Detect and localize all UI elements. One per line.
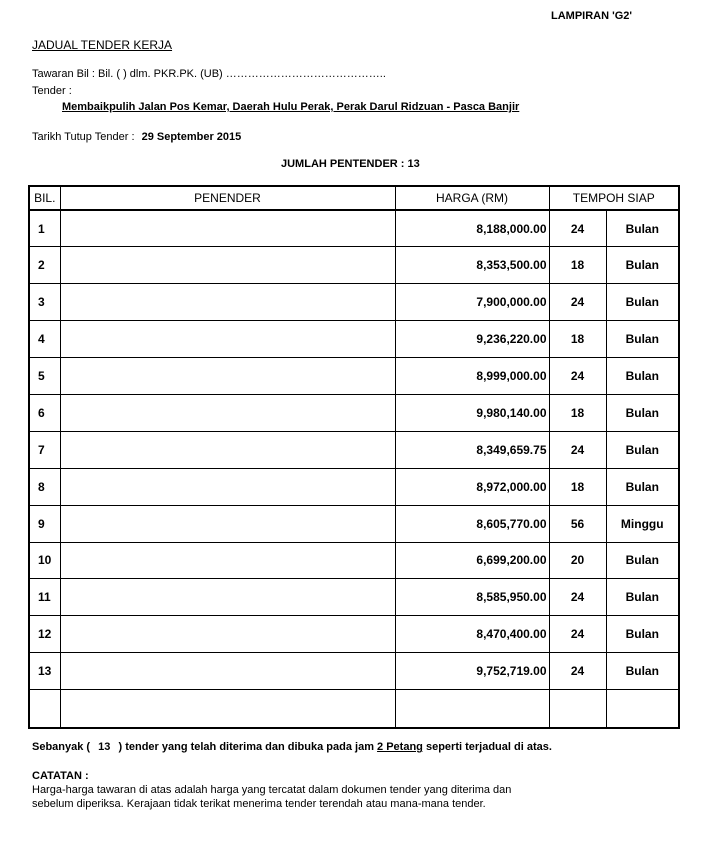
cell-tempoh: 24 — [549, 284, 606, 321]
cell-bil: 8 — [29, 468, 60, 505]
table-row — [29, 210, 679, 247]
header-tempoh-siap: TEMPOH SIAP — [549, 186, 679, 210]
cell-tempoh: 24 — [549, 616, 606, 653]
closing-date-line — [32, 131, 241, 143]
table-row — [29, 616, 679, 653]
empty-cell — [60, 690, 395, 728]
summary-count: 13 — [98, 741, 111, 753]
cell-unit: Bulan — [606, 358, 679, 395]
cell-unit: Bulan — [606, 431, 679, 468]
cell-harga: 8,353,500.00 — [395, 247, 549, 284]
empty-cell — [395, 690, 549, 728]
cell-harga: 9,236,220.00 — [395, 321, 549, 358]
cell-unit: Minggu — [606, 505, 679, 542]
closing-date-label: Tarikh Tutup Tender : — [32, 131, 135, 143]
cell-harga: 8,605,770.00 — [395, 505, 549, 542]
cell-penender — [60, 653, 395, 690]
cell-unit: Bulan — [606, 542, 679, 579]
table-row — [29, 653, 679, 690]
cell-bil: 2 — [29, 247, 60, 284]
cell-unit: Bulan — [606, 321, 679, 358]
cell-unit: Bulan — [606, 247, 679, 284]
cell-unit: Bulan — [606, 616, 679, 653]
cell-unit: Bulan — [606, 468, 679, 505]
cell-unit: Bulan — [606, 284, 679, 321]
cell-penender — [60, 321, 395, 358]
cell-penender — [60, 468, 395, 505]
table-body — [29, 210, 679, 728]
cell-bil: 10 — [29, 542, 60, 579]
tender-label: Tender : — [32, 85, 72, 97]
cell-harga: 8,972,000.00 — [395, 468, 549, 505]
table-row — [29, 468, 679, 505]
closing-date-value: 29 September 2015 — [141, 131, 242, 143]
cell-harga: 8,188,000.00 — [395, 210, 549, 247]
cell-tempoh: 18 — [549, 247, 606, 284]
table-row — [29, 431, 679, 468]
cell-harga: 7,900,000.00 — [395, 284, 549, 321]
cell-bil: 3 — [29, 284, 60, 321]
table-row — [29, 358, 679, 395]
cell-bil: 12 — [29, 616, 60, 653]
cell-bil: 7 — [29, 431, 60, 468]
cell-penender — [60, 431, 395, 468]
cell-penender — [60, 394, 395, 431]
cell-penender — [60, 284, 395, 321]
table-row — [29, 284, 679, 321]
cell-bil: 1 — [29, 210, 60, 247]
table-row — [29, 321, 679, 358]
cell-bil: 4 — [29, 321, 60, 358]
cell-penender — [60, 616, 395, 653]
cell-tempoh: 18 — [549, 468, 606, 505]
table-row — [29, 247, 679, 284]
table-row — [29, 579, 679, 616]
cell-harga: 8,999,000.00 — [395, 358, 549, 395]
header-penender: PENENDER — [60, 186, 395, 210]
cell-harga: 8,349,659.75 — [395, 431, 549, 468]
cell-tempoh: 18 — [549, 321, 606, 358]
cell-penender — [60, 579, 395, 616]
total-bidders: JUMLAH PENTENDER : 13 — [281, 158, 420, 170]
cell-penender — [60, 542, 395, 579]
cell-unit: Bulan — [606, 579, 679, 616]
schedule-title: JADUAL TENDER KERJA — [32, 38, 173, 52]
cell-tempoh: 24 — [549, 579, 606, 616]
cell-tempoh: 24 — [549, 210, 606, 247]
cell-tempoh: 18 — [549, 394, 606, 431]
appendix-label: LAMPIRAN 'G2' — [551, 10, 633, 22]
summary-time: 2 Petang — [377, 741, 423, 753]
cell-penender — [60, 358, 395, 395]
empty-cell — [29, 690, 60, 728]
summary-suffix: seperti terjadual di atas. — [425, 741, 552, 753]
cell-unit: Bulan — [606, 210, 679, 247]
cell-tempoh: 20 — [549, 542, 606, 579]
header-bil: BIL. — [29, 186, 60, 210]
cell-harga: 9,980,140.00 — [395, 394, 549, 431]
cell-tempoh: 56 — [549, 505, 606, 542]
header-harga: HARGA (RM) — [395, 186, 549, 210]
cell-penender — [60, 210, 395, 247]
cell-tempoh: 24 — [549, 431, 606, 468]
cell-tempoh: 24 — [549, 358, 606, 395]
summary-prefix: Sebanyak ( — [32, 741, 91, 753]
cell-harga: 8,470,400.00 — [395, 616, 549, 653]
summary-line — [32, 741, 552, 753]
table-row — [29, 394, 679, 431]
summary-middle: ) tender yang telah diterima dan dibuka pada jam — [118, 741, 374, 753]
cell-harga: 6,699,200.00 — [395, 542, 549, 579]
cell-tempoh: 24 — [549, 653, 606, 690]
cell-bil: 5 — [29, 358, 60, 395]
notes-line-2: sebelum diperiksa. Kerajaan tidak terikat menerima tender terendah atau mana-mana tender. — [32, 798, 486, 810]
cell-harga: 9,752,719.00 — [395, 653, 549, 690]
tender-name: Membaikpulih Jalan Pos Kemar, Daerah Hulu Perak, Perak Darul Ridzuan - Pasca Banjir — [62, 101, 520, 113]
tender-table — [28, 185, 680, 729]
cell-unit: Bulan — [606, 653, 679, 690]
cell-penender — [60, 247, 395, 284]
notes-title: CATATAN : — [32, 770, 89, 782]
offer-line: Tawaran Bil : Bil. ( ) dlm. PKR.PK. (UB) …………………………………….. — [32, 68, 386, 80]
cell-bil: 13 — [29, 653, 60, 690]
cell-penender — [60, 505, 395, 542]
table-row — [29, 505, 679, 542]
cell-bil: 6 — [29, 394, 60, 431]
table-row — [29, 542, 679, 579]
cell-harga: 8,585,950.00 — [395, 579, 549, 616]
cell-bil: 11 — [29, 579, 60, 616]
empty-cell — [549, 690, 606, 728]
notes-line-1: Harga-harga tawaran di atas adalah harga yang tercatat dalam dokumen tender yang diterima dan — [32, 784, 512, 796]
table-header-row — [29, 186, 679, 210]
cell-bil: 9 — [29, 505, 60, 542]
empty-cell — [606, 690, 679, 728]
table-row-empty — [29, 690, 679, 728]
cell-unit: Bulan — [606, 394, 679, 431]
